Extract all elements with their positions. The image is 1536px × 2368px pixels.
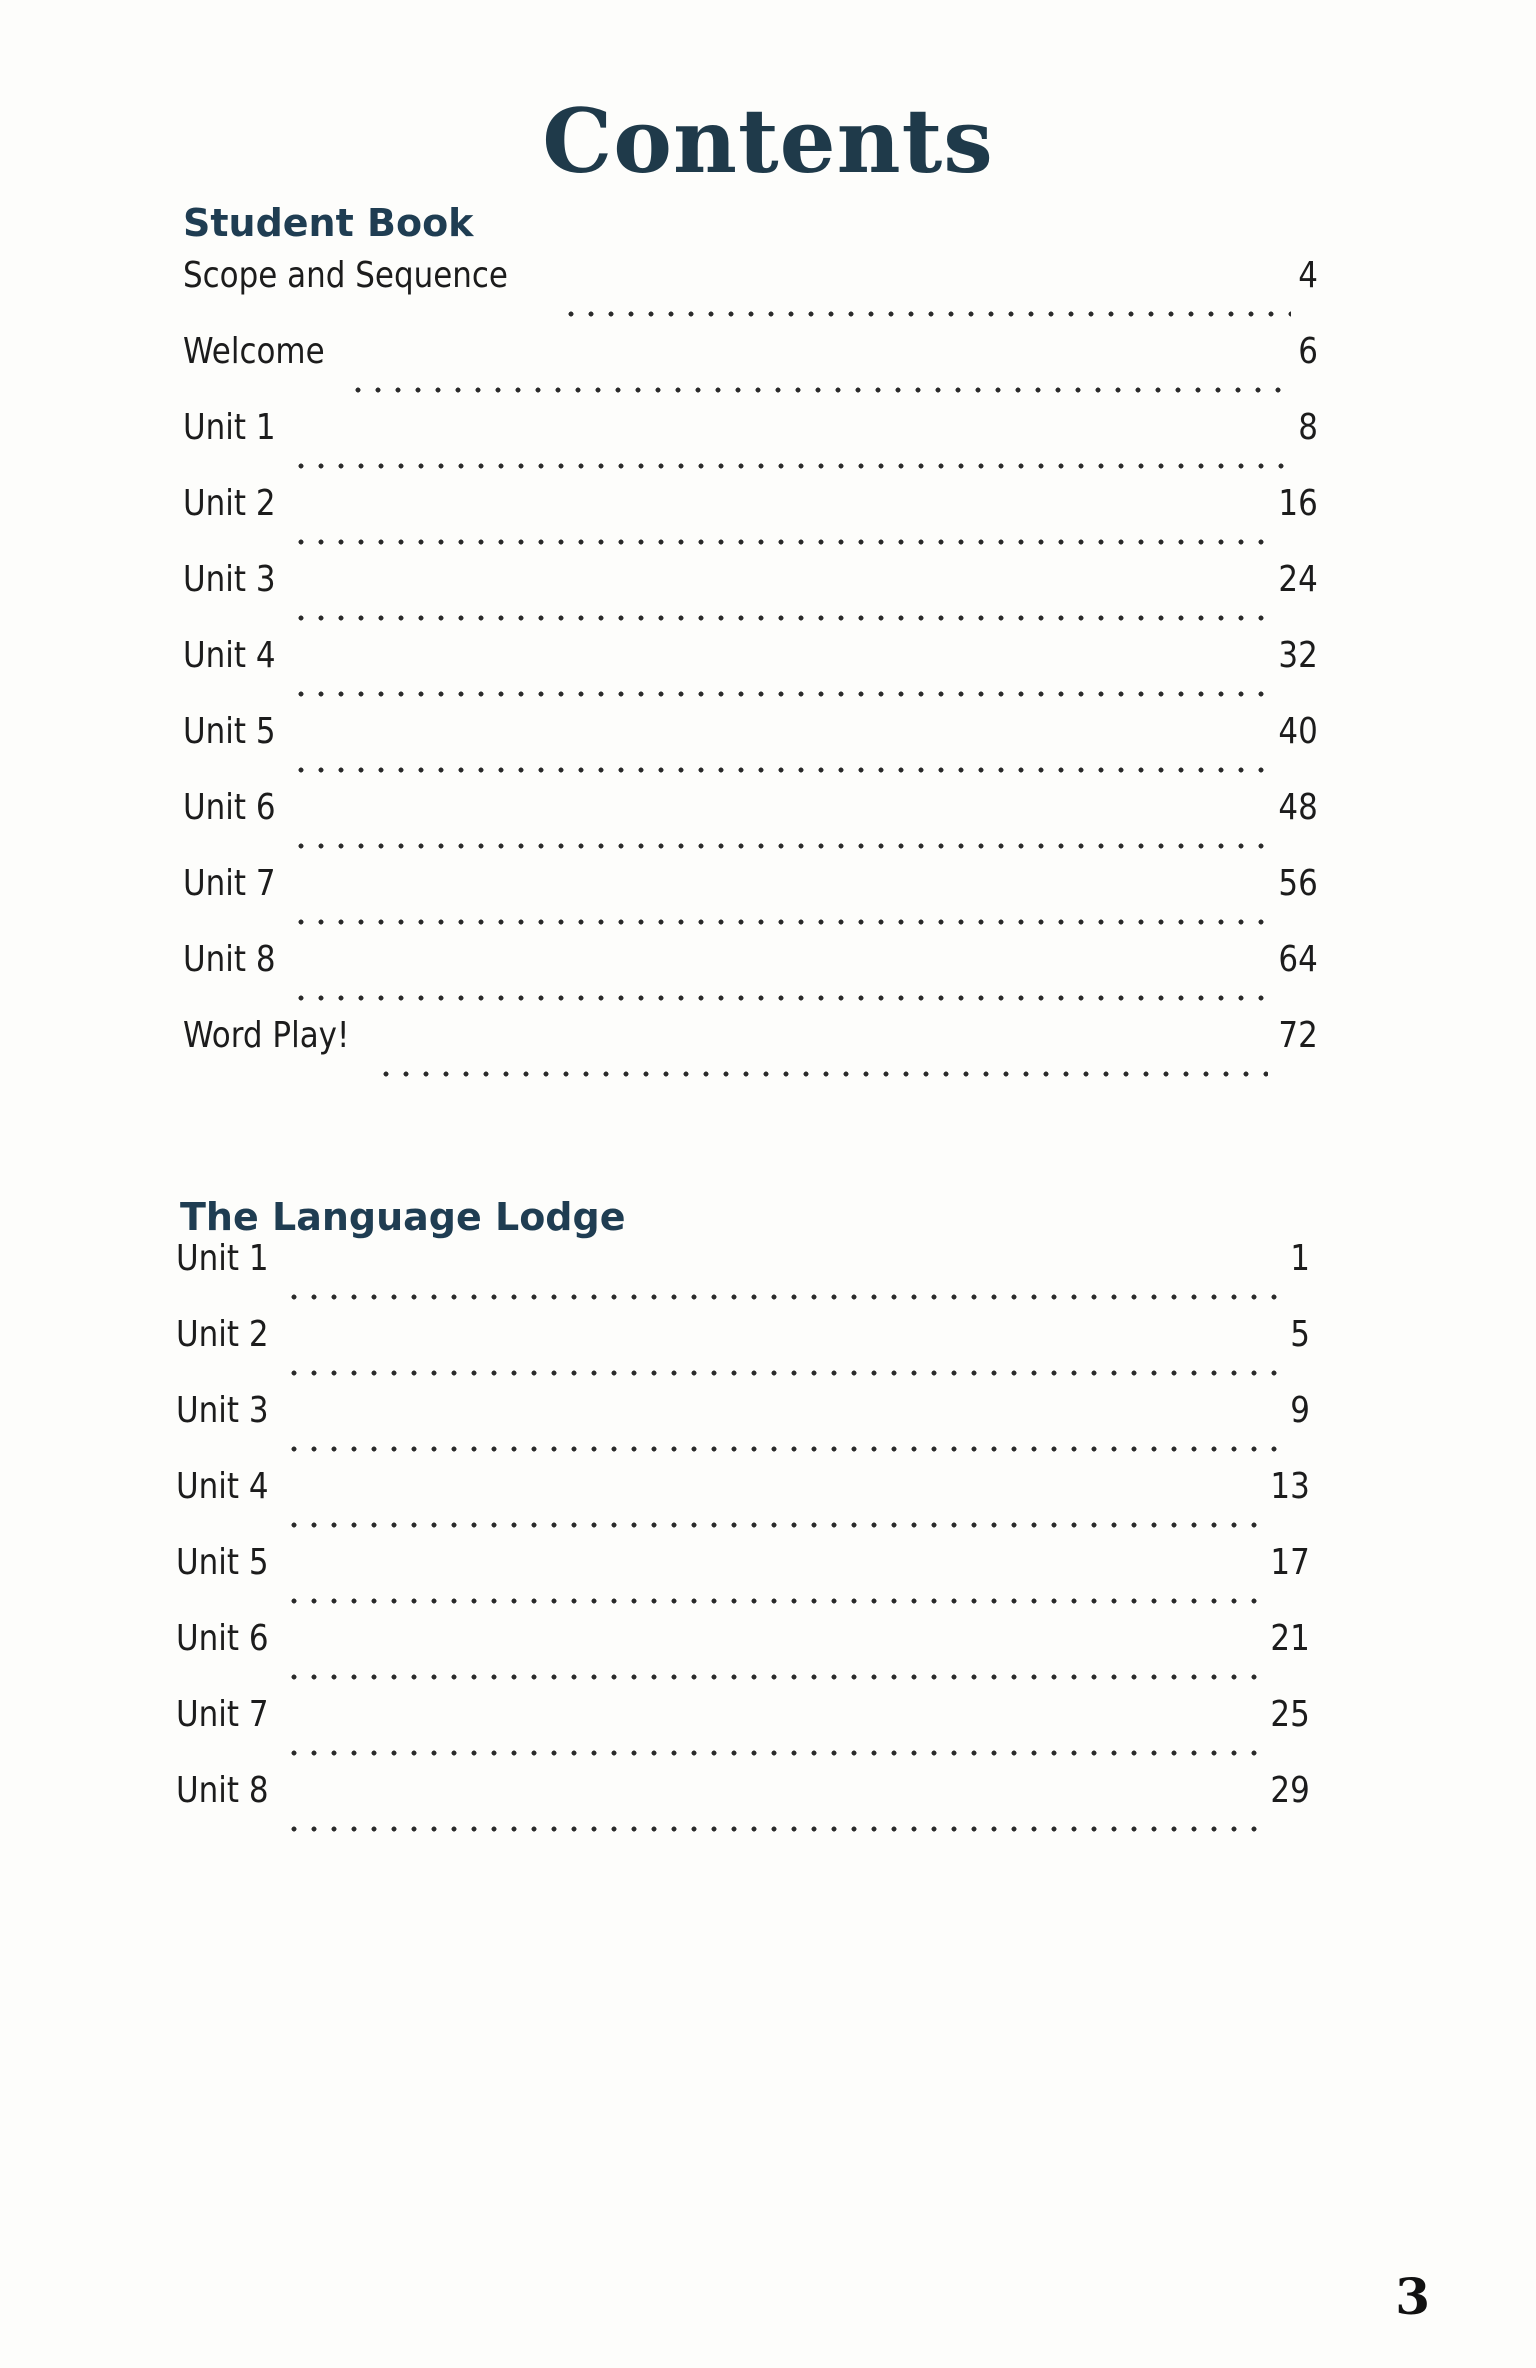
toc-entry [183, 863, 1318, 939]
toc-entry [176, 1542, 1310, 1618]
dot-leader [284, 1294, 1283, 1300]
toc-entry-page: 24 [1278, 559, 1318, 600]
toc-entry [183, 483, 1318, 559]
toc-entry-page: 13 [1270, 1466, 1310, 1507]
toc-entry [183, 711, 1318, 787]
page-title: Contents [542, 88, 994, 193]
toc-entry-page: 4 [1298, 255, 1318, 296]
toc-entry-label: Unit 8 [183, 939, 276, 980]
toc-entry-page: 9 [1290, 1390, 1310, 1431]
toc-entry-page: 40 [1278, 711, 1318, 752]
toc-entry [183, 939, 1318, 1015]
page-number: 3 [1395, 2267, 1430, 2326]
dot-leader [291, 463, 1291, 469]
toc-entry-page: 17 [1270, 1542, 1310, 1583]
dot-leader [291, 615, 1269, 621]
toc-entry-label: Unit 3 [183, 559, 276, 600]
toc-entry-page: 1 [1290, 1238, 1310, 1279]
toc-entry-label: Unit 4 [176, 1466, 269, 1507]
dot-leader [291, 767, 1269, 773]
toc-entry-label: Unit 3 [176, 1390, 269, 1431]
dot-leader [284, 1370, 1283, 1376]
dot-leader [284, 1750, 1261, 1756]
toc-entry-page: 6 [1298, 331, 1318, 372]
toc-entry-page: 5 [1290, 1314, 1310, 1355]
section-heading-language-lodge: The Language Lodge [180, 1194, 626, 1239]
toc-entry-label: Unit 8 [176, 1770, 269, 1811]
toc-list-student-book [183, 255, 1318, 1091]
dot-leader [291, 843, 1269, 849]
toc-entry-label: Unit 5 [183, 711, 276, 752]
toc-entry [176, 1238, 1310, 1314]
toc-entry-page: 32 [1278, 635, 1318, 676]
dot-leader [284, 1522, 1261, 1528]
toc-entry-label: Unit 2 [183, 483, 276, 524]
section-heading-student-book: Student Book [183, 200, 474, 245]
toc-entry-label: Unit 6 [176, 1618, 269, 1659]
toc-entry [183, 787, 1318, 863]
toc-entry [183, 559, 1318, 635]
toc-entry-label: Unit 1 [176, 1238, 269, 1279]
toc-entry-label: Word Play! [183, 1015, 350, 1056]
dot-leader [284, 1446, 1283, 1452]
toc-entry-label: Unit 5 [176, 1542, 269, 1583]
toc-entry-label: Unit 4 [183, 635, 276, 676]
dot-leader [561, 311, 1291, 317]
dot-leader [291, 539, 1269, 545]
toc-entry-label: Unit 7 [183, 863, 276, 904]
toc-entry [183, 255, 1318, 331]
toc-entry-page: 56 [1278, 863, 1318, 904]
toc-entry-page: 21 [1270, 1618, 1310, 1659]
toc-entry-label: Scope and Sequence [183, 255, 508, 296]
dot-leader [291, 995, 1269, 1001]
toc-entry-page: 64 [1278, 939, 1318, 980]
toc-entry [183, 635, 1318, 711]
toc-entry-label: Unit 7 [176, 1694, 269, 1735]
toc-list-language-lodge [176, 1238, 1310, 1846]
toc-entry [176, 1618, 1310, 1694]
toc-entry [183, 331, 1318, 407]
dot-leader [284, 1598, 1261, 1604]
toc-entry-label: Welcome [183, 331, 325, 372]
toc-entry [176, 1314, 1310, 1390]
toc-entry-page: 25 [1270, 1694, 1310, 1735]
toc-entry-page: 72 [1278, 1015, 1318, 1056]
dot-leader [376, 1071, 1268, 1077]
dot-leader [291, 691, 1269, 697]
toc-entry-label: Unit 2 [176, 1314, 269, 1355]
toc-entry [176, 1770, 1310, 1846]
dot-leader [291, 919, 1269, 925]
toc-entry [176, 1694, 1310, 1770]
toc-entry-label: Unit 6 [183, 787, 276, 828]
toc-entry-page: 16 [1278, 483, 1318, 524]
toc-entry [176, 1390, 1310, 1466]
toc-entry [183, 1015, 1318, 1091]
toc-entry [176, 1466, 1310, 1542]
toc-entry-page: 48 [1278, 787, 1318, 828]
toc-entry-page: 29 [1270, 1770, 1310, 1811]
toc-entry-page: 8 [1298, 407, 1318, 448]
toc-entry [183, 407, 1318, 483]
dot-leader [284, 1674, 1261, 1680]
dot-leader [348, 387, 1291, 393]
toc-entry-label: Unit 1 [183, 407, 276, 448]
dot-leader [284, 1826, 1261, 1832]
